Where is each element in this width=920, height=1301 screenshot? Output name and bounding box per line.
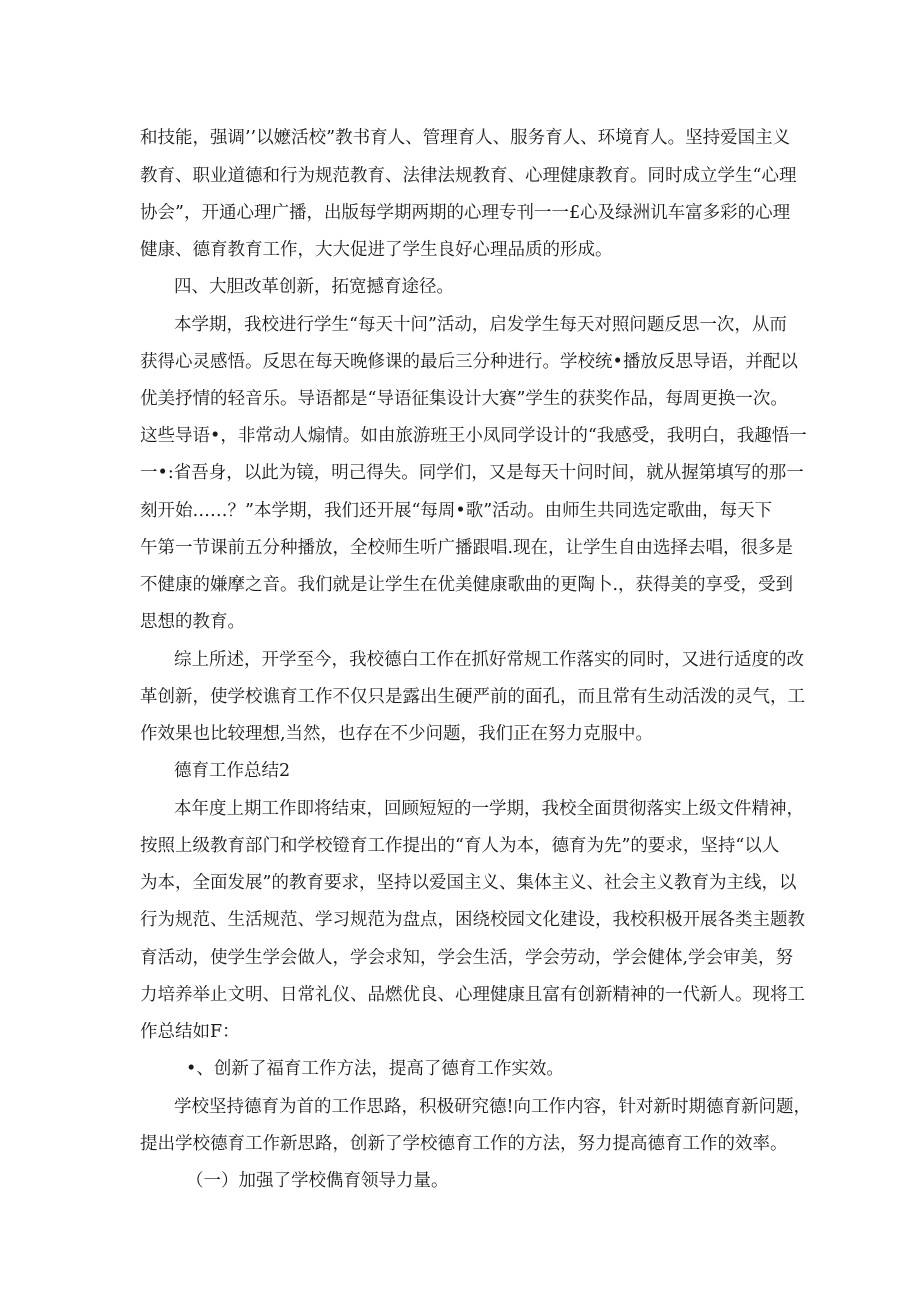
text-line: 行为规范、生活规范、学习规范为盘点，困绕校园文化建设，我校积极开展各类主题教 (140, 910, 805, 930)
text-line: 这些导语•，非常动人煽情。如由旅游班王小凤同学设计的“我感受，我明白，我趣悟一 (140, 426, 807, 446)
text-line: 综上所述，开学至今，我校德白工作在抓好常规工作落实的同时，又进行适度的改 (174, 650, 804, 670)
text-line: 协会”，开通心理广播，出版每学期两期的心理专刊一一£心及绿洲讥车富多彩的心理 (140, 203, 791, 223)
text-line: 作总结如F： (140, 1022, 240, 1042)
text-line: 按照上级教育部门和学校镫育工作提出的“育人为本，德育为先”的要求，坚持“以人 (140, 836, 780, 856)
section-heading: 四、大胆改革创新，拓宽撼育途径。 (174, 277, 454, 297)
text-line: 革创新，使学校谯育工作不仅只是露出生硬严前的面孔，而且常有生动活泼的灵气，工 (140, 687, 805, 707)
text-line: 本学期，我校进行学生“每天十问”活动，启发学生每天对照问题反思一次，从而 (174, 315, 787, 335)
text-line: 力培养举止文明、日常礼仪、品燃优良、心理健康且富有创新精神的一代新人。现将工 (140, 985, 805, 1005)
section-heading: •、创新了福育工作方法，提高了德育工作实效。 (186, 1059, 564, 1079)
text-line: 作效果也比较理想,当然，也存在不少问题，我们正在努力克服中。 (140, 724, 654, 744)
text-line: 学校坚持德育为首的工作思路，积极研究德!向工作内容，针对新时期德育新问题， (174, 1097, 812, 1117)
text-line: 思想的教育。 (140, 612, 245, 632)
text-line: 为本，全面发展”的教育要求，坚持以爱国主义、集体主义、社会主义教育为主线，以 (140, 873, 797, 893)
section-heading: （一）加强了学校儁育领导力量。 (186, 1171, 449, 1191)
text-line: 育活动，使学生学会做人，学会求知，学会生活，学会劳动，学会健体,学会审美，努 (140, 948, 794, 968)
text-line: 获得心灵感悟。反思在每天晚修课的最后三分种进行。学校统•播放反思导语，并配以 (140, 352, 798, 372)
text-line: 不健康的嫌摩之音。我们就是让学生在优美健康歌曲的更陶卜.，获得美的享受，受到 (140, 575, 794, 595)
text-line: 和技能，强调’’以嬷活校”教书育人、管理育人、服务育人、环境育人。坚持爱国主义 (140, 128, 791, 148)
text-line: 教育、职业道德和行为规范教育、法律法规教育、心理健康教育。同时成立学生“心理 (140, 166, 797, 186)
text-line: 健康、德育教育工作，大大促进了学生良好心理品质的形成。 (140, 240, 613, 260)
text-line: 优美抒情的轻音乐。导语都是“导语征集设计大赛”学生的获奖作品，每周更换一次。 (140, 389, 788, 409)
section-heading: 德育工作总结2 (174, 761, 291, 781)
text-line: 提出学校德育工作新思路，创新了学校德育工作的方法，努力提高德育工作的效率。 (140, 1134, 788, 1154)
text-line: 刻开始……？”本学期，我们还开展“每周•歌”活动。由师生共同选定歌曲，每天下 (140, 501, 773, 521)
text-line: 午第一节课前五分种播放，全校师生听广播跟唱.现在，让学生自由选择去唱，很多是 (140, 538, 794, 558)
text-line: 本年度上期工作即将结束，回顾短短的一学期，我校全面贯彻落实上级文件精神， (174, 799, 804, 819)
text-line: 一•:省吾身，以此为镜，明己得失。同学们，又是每天十问时间，就从握第填写的那一 (140, 463, 804, 483)
